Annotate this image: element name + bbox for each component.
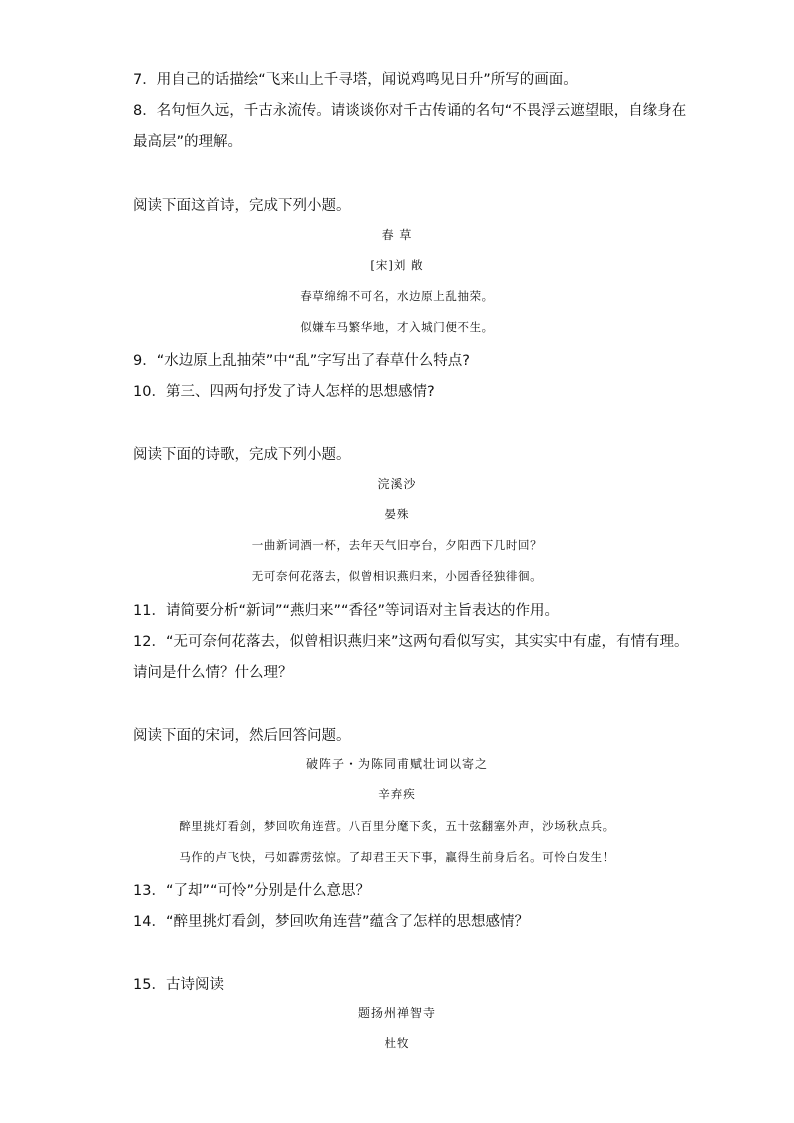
poem-2-author: 晏殊 [384, 507, 410, 521]
poem-1-title: 春 草 [381, 228, 413, 242]
reading-instruction-2: 阅读下面的诗歌，完成下列小题。 [133, 447, 351, 463]
question-7: 7．用自己的话描绘“飞来山上千寻塔，闻说鸡鸣见日升”所写的画面。 [133, 72, 578, 88]
poem-3-line-1: 醉里挑灯看剑，梦回吹角连营。八百里分麾下炙，五十弦翻塞外声，沙场秋点兵。 [179, 819, 615, 833]
poem-3-line-2: 马作的卢飞快，弓如霹雳弦惊。了却君王天下事，赢得生前身后名。可怜白发生！ [179, 850, 615, 864]
question-9: 9．“水边原上乱抽荣”中“乱”字写出了春草什么特点? [133, 353, 470, 369]
poem-1-line-2: 似嫌车马繁华地，才入城门便不生。 [300, 320, 494, 334]
poem-1-author: [宋]刘 敞 [370, 258, 424, 272]
question-14: 14．“醉里挑灯看剑，梦回吹角连营”蕴含了怎样的思想感情？ [133, 914, 529, 930]
question-11: 11．请简要分析“新词”“燕归来”“香径”等词语对主旨表达的作用。 [133, 603, 560, 619]
poem-4-author: 杜牧 [384, 1036, 410, 1050]
question-8-line-1: 8．名句恒久远，千古永流传。请谈谈你对千古传诵的名句“不畏浮云遮望眼，自缘身在 [133, 103, 687, 119]
question-8-line-2: 最高层”的理解。 [133, 134, 243, 150]
reading-instruction-1: 阅读下面这首诗，完成下列小题。 [133, 198, 351, 214]
question-15-heading: 15．古诗阅读 [133, 977, 224, 993]
reading-instruction-3: 阅读下面的宋词，然后回答问题。 [133, 728, 351, 744]
question-12-line-1: 12．“无可奈何花落去，似曾相识燕归来”这两句看似写实，其实实中有虚，有情有理。 [133, 634, 689, 650]
question-10: 10．第三、四两句抒发了诗人怎样的思想感情? [133, 384, 435, 400]
poem-1-line-1: 春草绵绵不可名，水边原上乱抽荣。 [300, 289, 494, 303]
poem-3-title: 破阵子・为陈同甫赋壮词以寄之 [305, 757, 488, 771]
poem-2-line-1: 一曲新词酒一杯，去年天气旧亭台，夕阳西下几时回？ [251, 538, 543, 552]
poem-2-title: 浣溪沙 [377, 477, 417, 491]
question-13: 13．“了却”“可怜”分别是什么意思？ [133, 883, 370, 899]
poem-2-line-2: 无可奈何花落去，似曾相识燕归来，小园香径独徘徊。 [251, 569, 543, 583]
question-12-line-2: 请问是什么情？什么理？ [133, 665, 293, 681]
poem-3-author: 辛弃疾 [378, 787, 416, 801]
poem-4-title: 题扬州禅智寺 [357, 1006, 436, 1020]
